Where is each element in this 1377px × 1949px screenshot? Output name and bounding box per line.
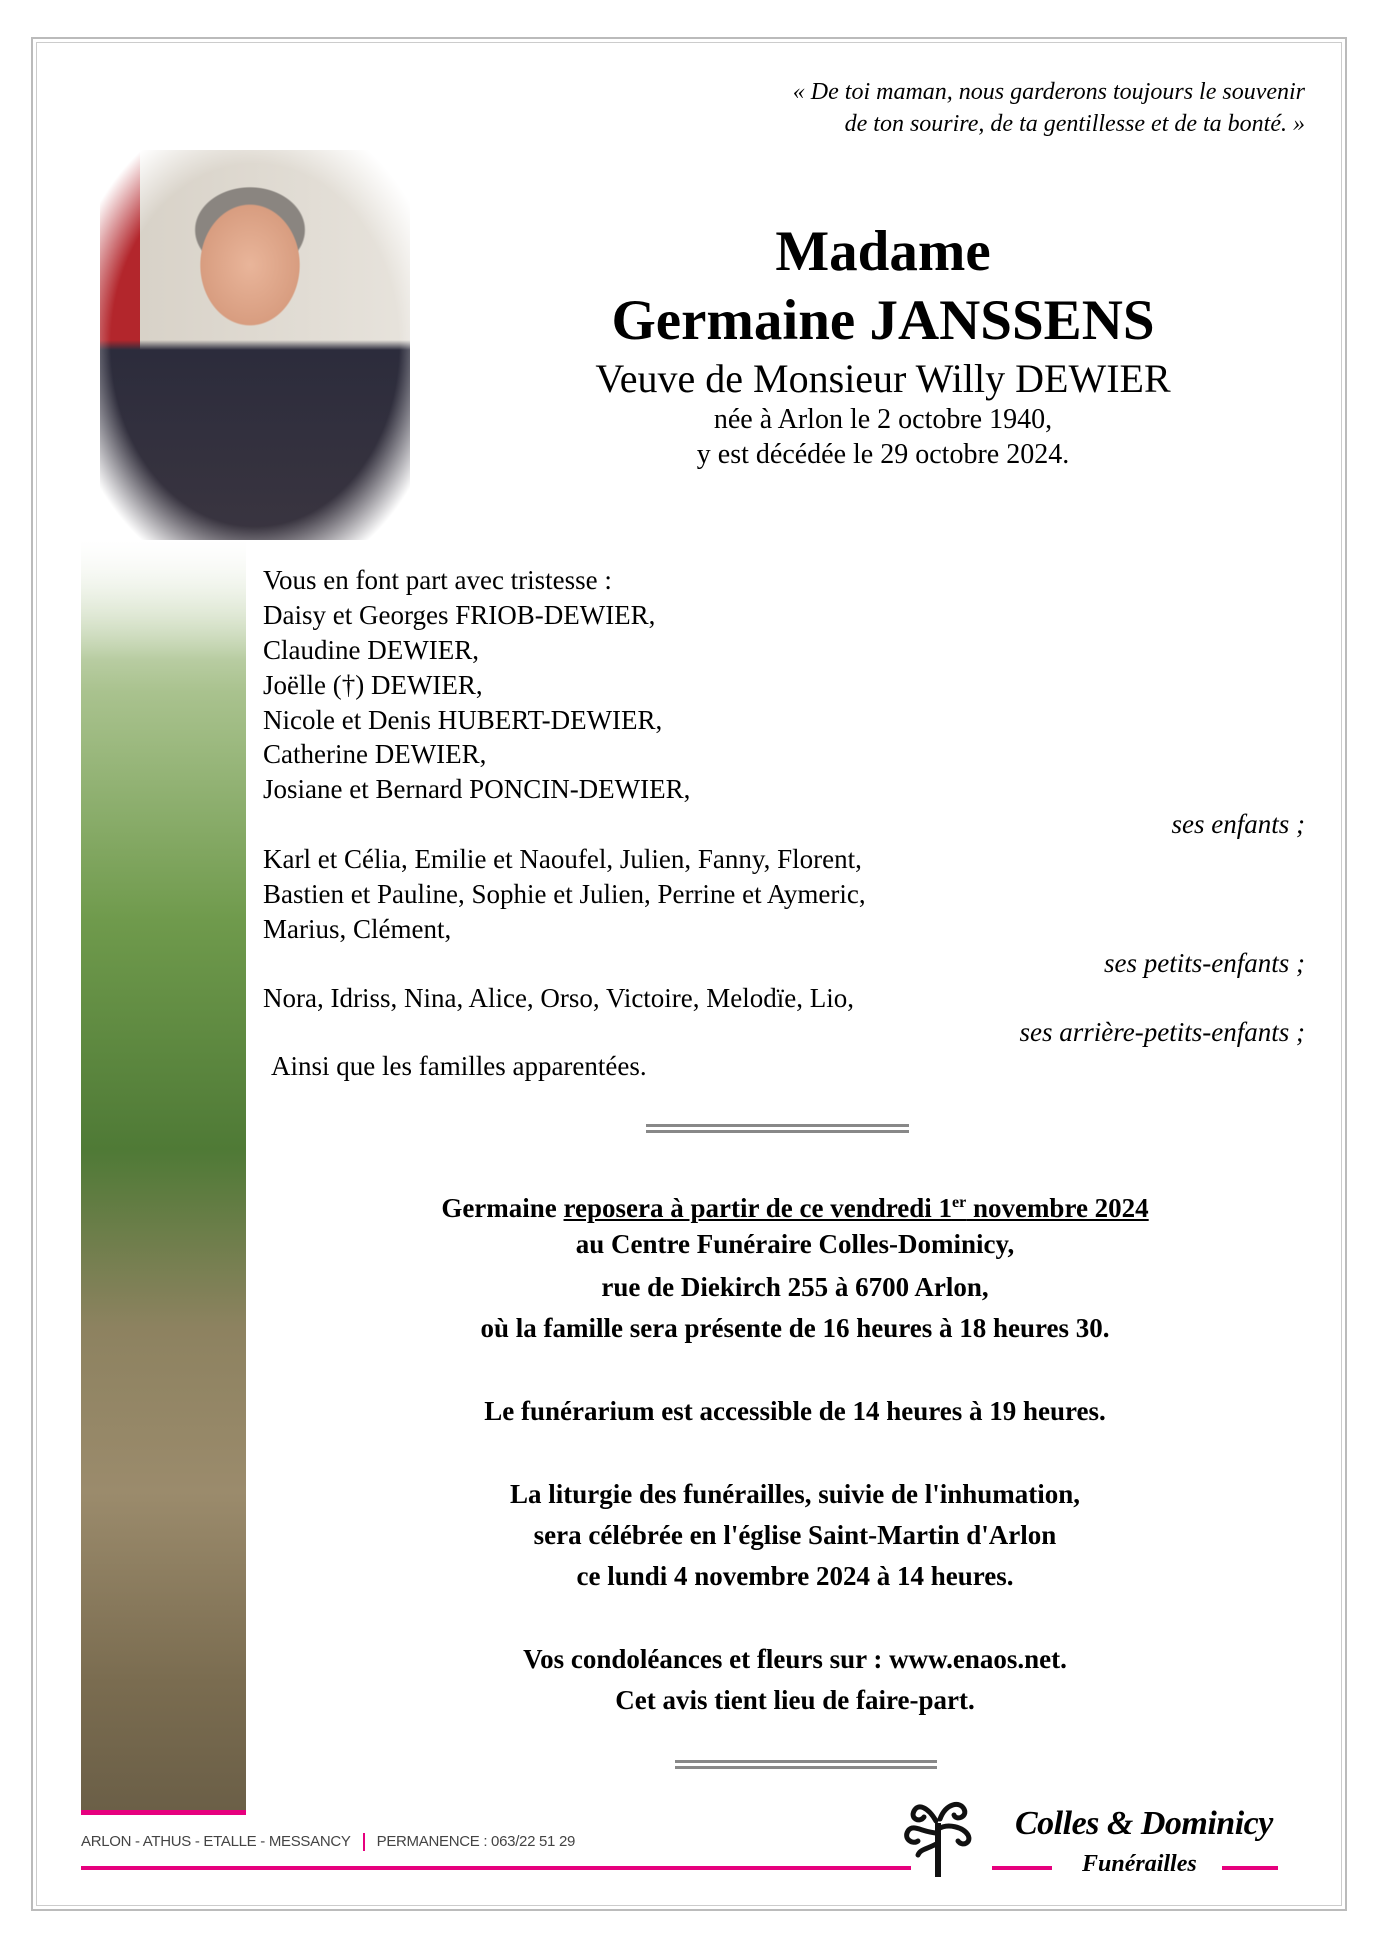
detail-line: au Centre Funéraire Colles-Dominicy, xyxy=(575,1229,1015,1259)
tree-logo-icon xyxy=(888,1793,988,1879)
quote-line: de ton sourire, de ta gentillesse et de ta bonté. » xyxy=(844,111,1305,137)
quote-line: « De toi maman, nous garderons toujours le souvenir xyxy=(792,79,1305,105)
grandchild-line: Karl et Célia, Emilie et Naoufel, Julien, Fanny, Florent, xyxy=(263,844,862,874)
detail-line: ce lundi 4 novembre 2024 à 14 heures. xyxy=(576,1561,1014,1591)
detail-line: sera célébrée en l'église Saint-Martin d'Arlon xyxy=(533,1520,1057,1550)
divider xyxy=(675,1760,937,1769)
detail-line: Le funérarium est accessible de 14 heures à 19 heures. xyxy=(484,1396,1106,1426)
forest-path-image xyxy=(81,540,246,1810)
child-line: Claudine DEWIER, xyxy=(263,635,479,665)
logo-subtitle: Funérailles xyxy=(1082,1851,1197,1877)
child-line: Joëlle (†) DEWIER, xyxy=(263,670,483,700)
child-line: Nicole et Denis HUBERT-DEWIER, xyxy=(263,705,663,735)
portrait-photo xyxy=(100,150,410,540)
deceased-name: Germaine JANSSENS xyxy=(611,289,1155,352)
birth-line: née à Arlon le 2 octobre 1940, xyxy=(713,404,1053,435)
divider xyxy=(646,1124,909,1133)
logo-line xyxy=(1222,1866,1278,1870)
rest-line-name: Germaine xyxy=(441,1193,564,1223)
detail-line: où la famille sera présente de 16 heures à 18 heures 30. xyxy=(480,1313,1110,1343)
footer-info xyxy=(81,1833,575,1851)
rest-date-part: reposera à partir de ce vendredi 1 xyxy=(563,1193,952,1223)
child-line: Catherine DEWIER, xyxy=(263,739,487,769)
rest-line-date xyxy=(564,1193,1149,1223)
detail-line: Vos condoléances et fleurs sur : www.enaos.net. xyxy=(523,1644,1067,1674)
grandchildren-label: ses petits-enfants ; xyxy=(1104,948,1305,978)
rest-date-sup: er xyxy=(951,1194,967,1211)
child-line: Josiane et Bernard PONCIN-DEWIER, xyxy=(263,774,691,804)
greatgrandchild-line: Nora, Idriss, Nina, Alice, Orso, Victoire, Melodïe, Lio, xyxy=(263,983,855,1013)
footer-locations: ARLON - ATHUS - ETALLE - MESSANCY xyxy=(81,1833,351,1850)
widow-line: Veuve de Monsieur Willy DEWIER xyxy=(595,356,1171,401)
detail-line: Cet avis tient lieu de faire-part. xyxy=(615,1685,975,1715)
footer-phone: PERMANENCE : 063/22 51 29 xyxy=(376,1833,576,1850)
intro-line: Vous en font part avec tristesse : xyxy=(263,565,612,595)
relatives-line: Ainsi que les familles apparentées. xyxy=(271,1051,647,1081)
detail-line: rue de Diekirch 255 à 6700 Arlon, xyxy=(601,1272,989,1302)
footer-line xyxy=(81,1866,911,1870)
death-line: y est décédée le 29 octobre 2024. xyxy=(696,439,1070,470)
grandchild-line: Marius, Clément, xyxy=(263,914,452,944)
children-label: ses enfants ; xyxy=(1171,809,1305,839)
detail-line: La liturgie des funérailles, suivie de l'inhumation, xyxy=(509,1479,1081,1509)
title-madame: Madame xyxy=(775,220,991,283)
greatgrandchildren-label: ses arrière-petits-enfants ; xyxy=(1019,1017,1305,1047)
rest-date-part: novembre 2024 xyxy=(966,1193,1149,1223)
child-line: Daisy et Georges FRIOB-DEWIER, xyxy=(263,600,656,630)
grandchild-line: Bastien et Pauline, Sophie et Julien, Perrine et Aymeric, xyxy=(263,879,866,909)
logo-line xyxy=(992,1866,1052,1870)
footer-separator xyxy=(363,1833,365,1851)
rest-line xyxy=(395,1186,1195,1225)
accent-bar xyxy=(81,1810,246,1815)
logo-name: Colles & Dominicy xyxy=(1015,1805,1273,1842)
